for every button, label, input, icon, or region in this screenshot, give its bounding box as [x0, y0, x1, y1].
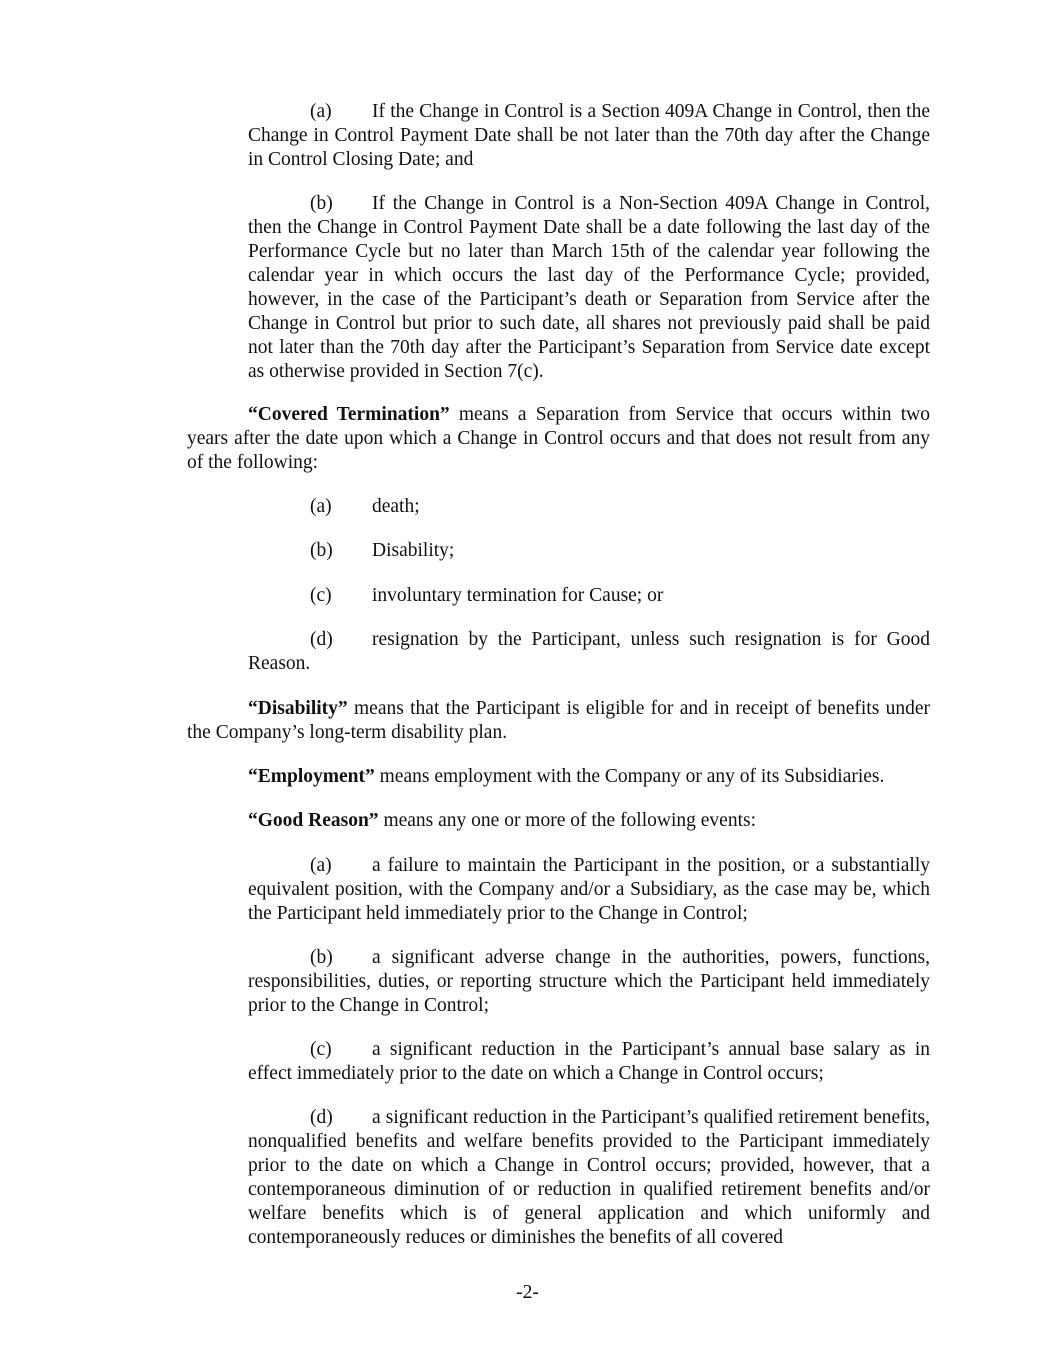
- definition-disability: [187, 697, 930, 745]
- definition-text: means that the Participant is eligible for and in receipt of benefits under the Company’s long-term disability plan.: [187, 698, 930, 743]
- covered-item-d: [248, 628, 930, 676]
- item-marker: (a): [310, 496, 332, 517]
- defined-term: “Employment”: [248, 766, 375, 787]
- definition-text: means any one or more of the following events:: [378, 810, 757, 831]
- page-number: -2-: [516, 1282, 539, 1303]
- item-text: a significant reduction in the Participant’s annual base salary as in effect immediately prior to the date on which a Change in Control occurs;: [248, 1039, 930, 1084]
- item-marker: (c): [310, 1039, 332, 1060]
- item-marker: (a): [310, 855, 332, 876]
- definition-covered-termination: [187, 403, 930, 475]
- item-text: involuntary termination for Cause; or: [372, 585, 664, 606]
- definition-text: means employment with the Company or any of its Subsidiaries.: [374, 766, 885, 787]
- item-marker: (d): [310, 1107, 333, 1128]
- covered-item-c: [248, 584, 930, 608]
- definition-employment: [187, 765, 930, 789]
- definition-text: means a Separation from Service that occurs within two years after the date upon which a Change in Control occurs and that does not result from any of the following:: [187, 404, 930, 473]
- paragraph-text: If the Change in Control is a Section 409A Change in Control, then the Change in Control Payment Date shall be not later than the 70th day after the Change in Control Closing Date; and: [248, 101, 930, 170]
- defined-term: “Disability”: [248, 698, 348, 719]
- item-text: a significant adverse change in the authorities, powers, functions, responsibilities, duties, or reporting structure which the Participant held immediately prior to the Change in Control;: [248, 947, 930, 1016]
- definition-good-reason: [187, 809, 930, 833]
- item-marker: (b): [310, 540, 333, 561]
- item-text: a significant reduction in the Participant’s qualified retirement benefits, nonqualified benefits and welfare benefits provided to the Participant immediately prior to the date on which a Change in Control occurs; provided, however, that a contemporaneous diminution of or reduction in qualified retirement benefits and/or welfare benefits which is of general application and which uniformly and contemporaneously reduces or diminishes the benefits of all covered: [248, 1107, 930, 1248]
- good-reason-item-c: [248, 1038, 930, 1086]
- covered-item-a: [248, 495, 930, 519]
- item-marker: (a): [310, 101, 332, 122]
- item-text: Disability;: [372, 540, 455, 561]
- paragraph-text: If the Change in Control is a Non-Section 409A Change in Control, then the Change in Control Payment Date shall be a date following the last day of the Performance Cycle but no later than March 15th of the calendar year following the calendar year in which occurs the last day of the Performance Cycle; provided, however, in the case of the Participant’s death or Separation from Service after the Change in Control but prior to such date, all shares not previously paid shall be paid not later than the 70th day after the Participant’s Separation from Service date except as otherwise provided in Section 7(c).: [248, 193, 930, 382]
- paragraph-b-non-section-409a: [248, 192, 930, 384]
- good-reason-item-d: [248, 1106, 930, 1250]
- defined-term: “Good Reason”: [248, 810, 379, 831]
- item-marker: (b): [310, 193, 333, 214]
- covered-item-b: [248, 539, 930, 563]
- good-reason-item-a: [248, 854, 930, 926]
- item-marker: (d): [310, 629, 333, 650]
- item-text: death;: [372, 496, 420, 517]
- good-reason-item-b: [248, 946, 930, 1018]
- defined-term: “Covered Termination”: [248, 404, 450, 425]
- item-marker: (c): [310, 585, 332, 606]
- paragraph-a-section-409a: [248, 100, 930, 172]
- item-text: a failure to maintain the Participant in the position, or a substantially equivalent position, with the Company and/or a Subsidiary, as the case may be, which the Participant held immediately prior to the Change in Control;: [248, 855, 930, 924]
- item-marker: (b): [310, 947, 333, 968]
- item-text: resignation by the Participant, unless such resignation is for Good Reason.: [248, 629, 930, 674]
